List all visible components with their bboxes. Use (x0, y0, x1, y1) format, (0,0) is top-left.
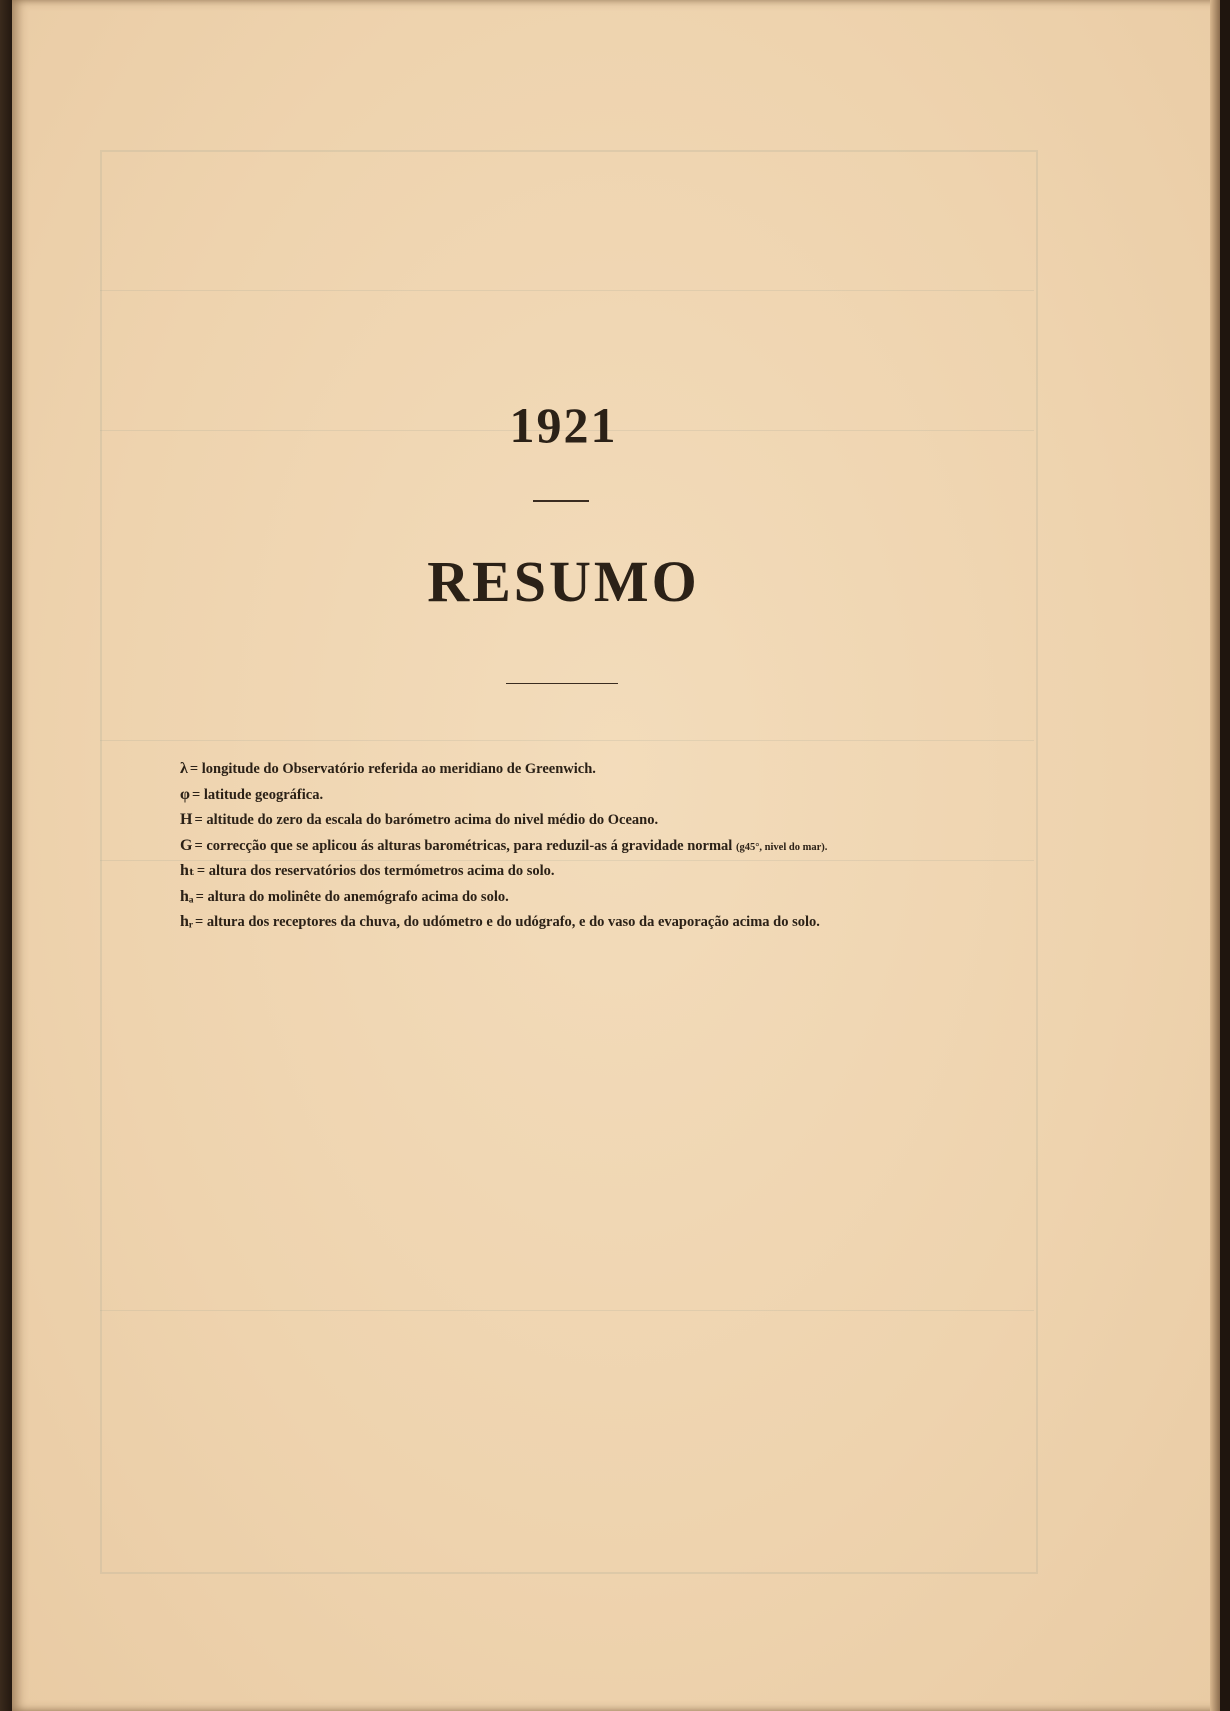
page-title: RESUMO (427, 549, 700, 614)
legend-text: altitude do zero da escala do barómetro acima do nivel médio do Oceano. (206, 812, 659, 828)
bleed-through-line (100, 290, 1034, 291)
legend-symbol: hₐ (180, 887, 194, 905)
legend-item-latitude: φ = latitude geográfica. (180, 782, 1140, 808)
legend-symbol: H (180, 811, 193, 828)
separator-rule (533, 500, 589, 502)
legend-item-rain-receptors: hᵣ = altura dos receptores da chuva, do udómetro e do udógrafo, e do vaso da evaporação acima do solo. (180, 909, 1140, 935)
bleed-through-line (100, 1310, 1034, 1311)
symbol-legend (180, 756, 1140, 935)
legend-item-gravity: G = correcção que se aplicou ás alturas barométricas, para reduzil-as á gravidade normal (g45°, nivel do mar). (180, 833, 1140, 859)
separator-rule (506, 683, 618, 684)
legend-symbol: λ (180, 760, 188, 777)
legend-symbol: hₜ (180, 862, 195, 879)
legend-symbol: G (180, 836, 193, 854)
legend-item-longitude: λ = longitude do Observatório referida ao meridiano de Greenwich. (180, 756, 1140, 782)
legend-text: altura do molinête do anemógrafo acima do solo. (207, 888, 509, 905)
legend-symbol: hᵣ (180, 913, 193, 930)
legend-item-thermometers: hₜ = altura dos reservatórios dos termómetros acima do solo. (180, 858, 1140, 884)
legend-symbol: φ (180, 785, 190, 803)
legend-text: altura dos receptores da chuva, do udómetro e do udógrafo, e do vaso da evaporação acima do solo. (206, 914, 820, 930)
bleed-through-line (100, 740, 1034, 741)
legend-text: correcção que se aplicou ás alturas barométricas, para reduzil-as á gravidade normal (206, 837, 733, 854)
page-edge (1210, 0, 1220, 1711)
legend-note: (g45°, nivel do mar). (735, 841, 828, 853)
year-heading: 1921 (509, 397, 618, 453)
legend-text: altura dos reservatórios dos termómetros acima do solo. (208, 863, 555, 879)
legend-text: latitude geográfica. (203, 786, 324, 803)
legend-item-altitude: H = altitude do zero da escala do barómetro acima do nivel médio do Oceano. (180, 807, 1140, 833)
legend-text: longitude do Observatório referida ao meridiano de Greenwich. (201, 761, 596, 777)
legend-item-anemograph: hₐ = altura do molinête do anemógrafo acima do solo. (180, 884, 1140, 910)
